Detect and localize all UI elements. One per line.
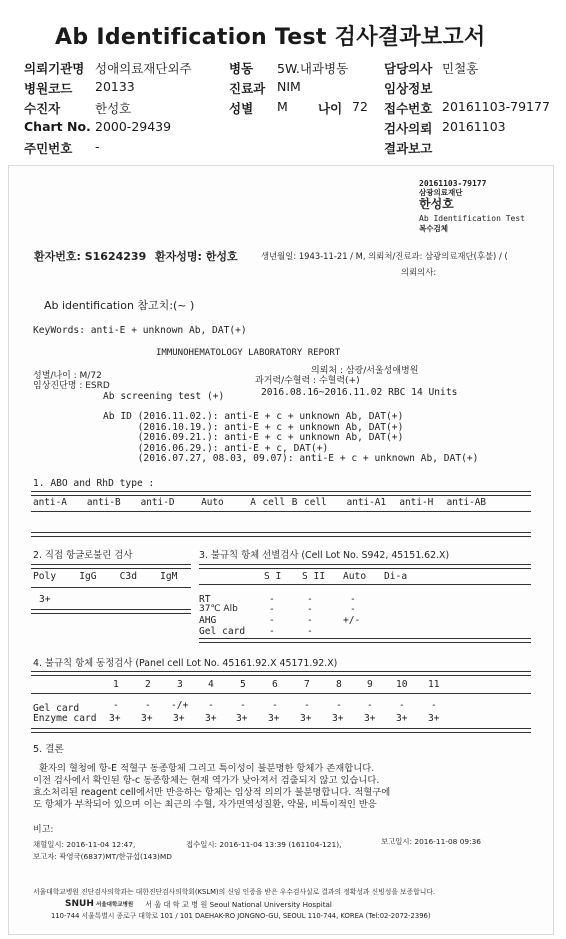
screen-top-rule	[199, 564, 531, 569]
coombs-top-rule	[31, 564, 191, 569]
hospital-code-label: 병원코드	[24, 81, 73, 96]
department-label: 진료과	[229, 81, 266, 96]
conclusion-line-3: 효소처리된 reagent cell에서만 반응하는 항체는 임상적 의의가 불분명합니다. 적혈구에	[33, 787, 391, 798]
stamp-name: 한성호	[419, 197, 454, 211]
panel-cell: 3+	[141, 713, 153, 724]
request-date-label: 검사의뢰	[384, 121, 433, 136]
panel-col: 8	[336, 679, 342, 690]
hospital-code-value: 20133	[95, 79, 135, 94]
screen-cell: -	[307, 626, 313, 637]
panel-col: 7	[304, 679, 310, 690]
ward-label: 병동	[229, 61, 254, 76]
conclusion-line-1: 환자의 혈청에 항-E 적혈구 동종항체 그리고 특이성이 불분명한 항체가 존재합니다.	[39, 763, 375, 774]
panel-row-label: Enzyme card	[33, 713, 97, 724]
panel-cell: 3+	[268, 713, 280, 724]
requesting-doctor: 의뢰의사:	[401, 267, 437, 277]
panel-cell: -	[272, 700, 278, 711]
screen-cell: -	[307, 615, 313, 626]
agency-label: 의뢰기관명	[24, 61, 85, 76]
panel-col: 2	[145, 679, 151, 690]
panel-col: 4	[208, 679, 214, 690]
resident-no-label: 주민번호	[24, 141, 73, 156]
abo-bottom-rule	[31, 532, 531, 537]
panel-cell: -/+	[171, 700, 189, 711]
clinical-info-label: 임상정보	[384, 81, 433, 96]
panel-cell: 3+	[236, 713, 248, 724]
panel-cell: -	[113, 700, 119, 711]
panel-cell: -	[336, 700, 342, 711]
stamp-test: Ab Identification Test	[419, 214, 525, 223]
snuh-logo: SNUH	[65, 899, 94, 909]
age-label: 나이	[318, 101, 343, 116]
panel-cell: 3+	[300, 713, 312, 724]
hospital-address: 110-744 서울특별시 종로구 대학로 101 / 101 DAEHAK-RO JONGNO-GU, SEOUL 110-744, KOREA (Tel:02-2072-2396)	[51, 912, 431, 920]
abid-line-1: Ab ID (2016.11.02.): anti-E + c + unknown Ab, DAT(+)	[103, 411, 404, 422]
panel-cell: -	[208, 700, 214, 711]
doctor-label: 담당의사	[384, 61, 433, 76]
abo-top-rule	[31, 491, 531, 496]
screen-col-4: Di-a	[384, 571, 408, 582]
panel-cell: 3+	[364, 713, 376, 724]
screen-cell: -	[269, 615, 275, 626]
abo-mid-rule	[31, 511, 531, 512]
panel-col: 5	[240, 679, 246, 690]
collected-time: 채혈일시: 2016-11-04 12:47,	[33, 840, 136, 849]
screen-mid-rule	[199, 584, 531, 585]
patient-number: 환자번호: S1624239	[34, 250, 147, 263]
panel-bottom-rule	[31, 728, 531, 733]
resident-no-value: -	[95, 139, 100, 154]
keywords: KeyWords: anti-E + unknown Ab, DAT(+)	[33, 325, 247, 336]
patient-value: 한성호	[95, 101, 132, 116]
accession-label: 접수번호	[384, 101, 433, 116]
abo-title: 1. ABO and RhD type :	[33, 478, 155, 489]
abid-line-4: (2016.06.29.): anti-E + c, DAT(+)	[103, 443, 329, 454]
stamp-sub: 복수검체	[419, 224, 448, 233]
remark-label: 비고:	[33, 825, 54, 835]
transfusion-detail: 2016.08.16~2016.11.02 RBC 14 Units	[261, 387, 458, 398]
panel-col: 6	[272, 679, 278, 690]
screen-row-label: RT	[199, 594, 211, 605]
screen-row-label: AHG	[199, 615, 217, 626]
screening-result: Ab screening test (+)	[103, 391, 225, 402]
lab-report-title: IMMUNOHEMATOLOGY LABORATORY REPORT	[156, 348, 341, 358]
screen-col-2: S II	[302, 571, 326, 582]
chart-no-label: Chart No.	[24, 119, 91, 134]
reporter: 보고자: 곽영국(6837)MT/한규섭(143)MD	[33, 852, 172, 861]
panel-col: 11	[428, 679, 440, 690]
panel-title: 4. 불규칙 항체 동정검사 (Panel cell Lot No. 45161.92.X 45171.92.X)	[33, 658, 338, 669]
conclusion-line-4: 도 항체가 부착되어 있으며 이는 최근의 수혈, 자가면역성질환, 약물, 비특이적인 반응	[33, 799, 377, 810]
panel-row-label: Gel card	[33, 703, 80, 714]
chart-no-value: 2000-29439	[95, 119, 172, 134]
reported-time: 보고일시: 2016-11-08 09:36	[381, 837, 481, 846]
panel-col: 3	[177, 679, 183, 690]
panel-cell: 3+	[396, 713, 408, 724]
screen-row-label: Gel card	[199, 626, 246, 637]
snuh-logo-korean: 서울대학교병원	[96, 902, 134, 908]
stamp-org: 삼광의료재단	[419, 188, 463, 197]
patient-name: 환자성명: 한성호	[155, 250, 238, 263]
patient-label: 수진자	[24, 101, 61, 116]
sex-value: M	[277, 99, 288, 114]
age-value: 72	[352, 99, 368, 114]
abid-line-3: (2016.09.21.): anti-E + c + unknown Ab, DAT(+)	[103, 432, 404, 443]
panel-top-rule	[31, 671, 531, 676]
coombs-mid-rule	[31, 587, 191, 588]
conclusion-title: 5. 결론	[33, 744, 64, 755]
scanned-report	[8, 165, 554, 935]
request-date-value: 20161103	[442, 119, 506, 134]
hospital-name: 서 울 대 학 교 병 원 Seoul National University Hospital	[145, 900, 332, 909]
requester: 의뢰처 : 삼광/서울성애병원	[311, 366, 419, 376]
screen-cell: -	[350, 594, 356, 605]
reference-title: Ab identification 참고치:(~ )	[44, 299, 195, 312]
panel-cell: -	[240, 700, 246, 711]
doctor-value: 민철홍	[442, 61, 479, 76]
abid-line-2: (2016.10.19.): anti-E + c + unknown Ab, DAT(+)	[103, 422, 404, 433]
stamp-number: 20161103-79177	[419, 179, 487, 188]
received-time: 접수일시: 2016-11-04 13:39 (161104-121),	[186, 840, 342, 849]
screen-cell: -	[269, 626, 275, 637]
panel-col: 10	[396, 679, 408, 690]
sex-age: 성별/나이 : M/72	[33, 371, 102, 381]
panel-cell: 3+	[428, 713, 440, 724]
screen-cell: -	[269, 604, 275, 615]
screen-bottom-rule	[199, 638, 531, 643]
diagnosis: 임상진단명 : ESRD	[33, 381, 110, 391]
accession-value: 20161103-79177	[442, 99, 550, 114]
ward-value: 5W.내과병동	[277, 61, 349, 76]
screen-row-label: 37℃ Alb	[199, 604, 238, 614]
panel-cell: 3+	[205, 713, 217, 724]
department-value: NIM	[277, 79, 301, 94]
panel-cell: -	[431, 700, 437, 711]
screen-title: 3. 불규칙 항체 선별검사 (Cell Lot No. S942, 45151.62.X)	[199, 550, 450, 561]
coombs-poly-value: 3+	[39, 594, 51, 605]
coombs-title: 2. 직접 항글로불린 검사	[33, 550, 133, 561]
panel-col: 1	[113, 679, 119, 690]
panel-cell: 3+	[332, 713, 344, 724]
panel-cell: -	[304, 700, 310, 711]
screen-cell: -	[307, 604, 313, 615]
panel-cell: -	[145, 700, 151, 711]
panel-col: 9	[367, 679, 373, 690]
report-title: Ab Identification Test 검사결과보고서	[55, 25, 486, 50]
coombs-bottom-rule	[31, 609, 191, 614]
sex-label: 성별	[229, 101, 254, 116]
screen-cell: -	[307, 594, 313, 605]
transfusion-history: 과거력/수혈력 : 수혈력(+)	[255, 376, 360, 386]
screen-col-1: S I	[264, 571, 282, 582]
coombs-header: Poly IgG C3d IgM	[33, 571, 178, 582]
certification-line: 서울대학교병원 진단검사의학과는 대한진단검사의학회(KSLM)의 신임 인증을 받은 우수검사실로 결과의 정확성과 신빙성을 보증합니다.	[33, 888, 436, 896]
agency-value: 성애의료재단외주	[95, 61, 192, 76]
screen-cell: -	[269, 594, 275, 605]
result-report-label: 결과보고	[384, 141, 433, 156]
abid-line-5: (2016.07.27, 08.03, 09.07): anti-E + c + unknown Ab, DAT(+)	[103, 453, 479, 464]
panel-cell: -	[367, 700, 373, 711]
abo-header-row: anti-A anti-B anti-D Auto A cell B cell anti-A1 anti-H anti-AB	[33, 497, 487, 508]
screen-cell: +/-	[343, 615, 361, 626]
screen-col-3: Auto	[343, 571, 367, 582]
panel-cell: 3+	[109, 713, 121, 724]
panel-cell: -	[399, 700, 405, 711]
patient-meta: 생년월일: 1943-11-21 / M, 의뢰처/진료과: 삼광의료재단(후불) / (	[261, 251, 508, 261]
conclusion-line-2: 이전 검사에서 확인된 항-c 동종항체는 현재 역가가 낮아져서 검출되지 않고 있습니다.	[33, 775, 380, 786]
panel-cell: 3+	[173, 713, 185, 724]
panel-mid-rule	[31, 693, 531, 694]
screen-cell: -	[350, 604, 356, 615]
